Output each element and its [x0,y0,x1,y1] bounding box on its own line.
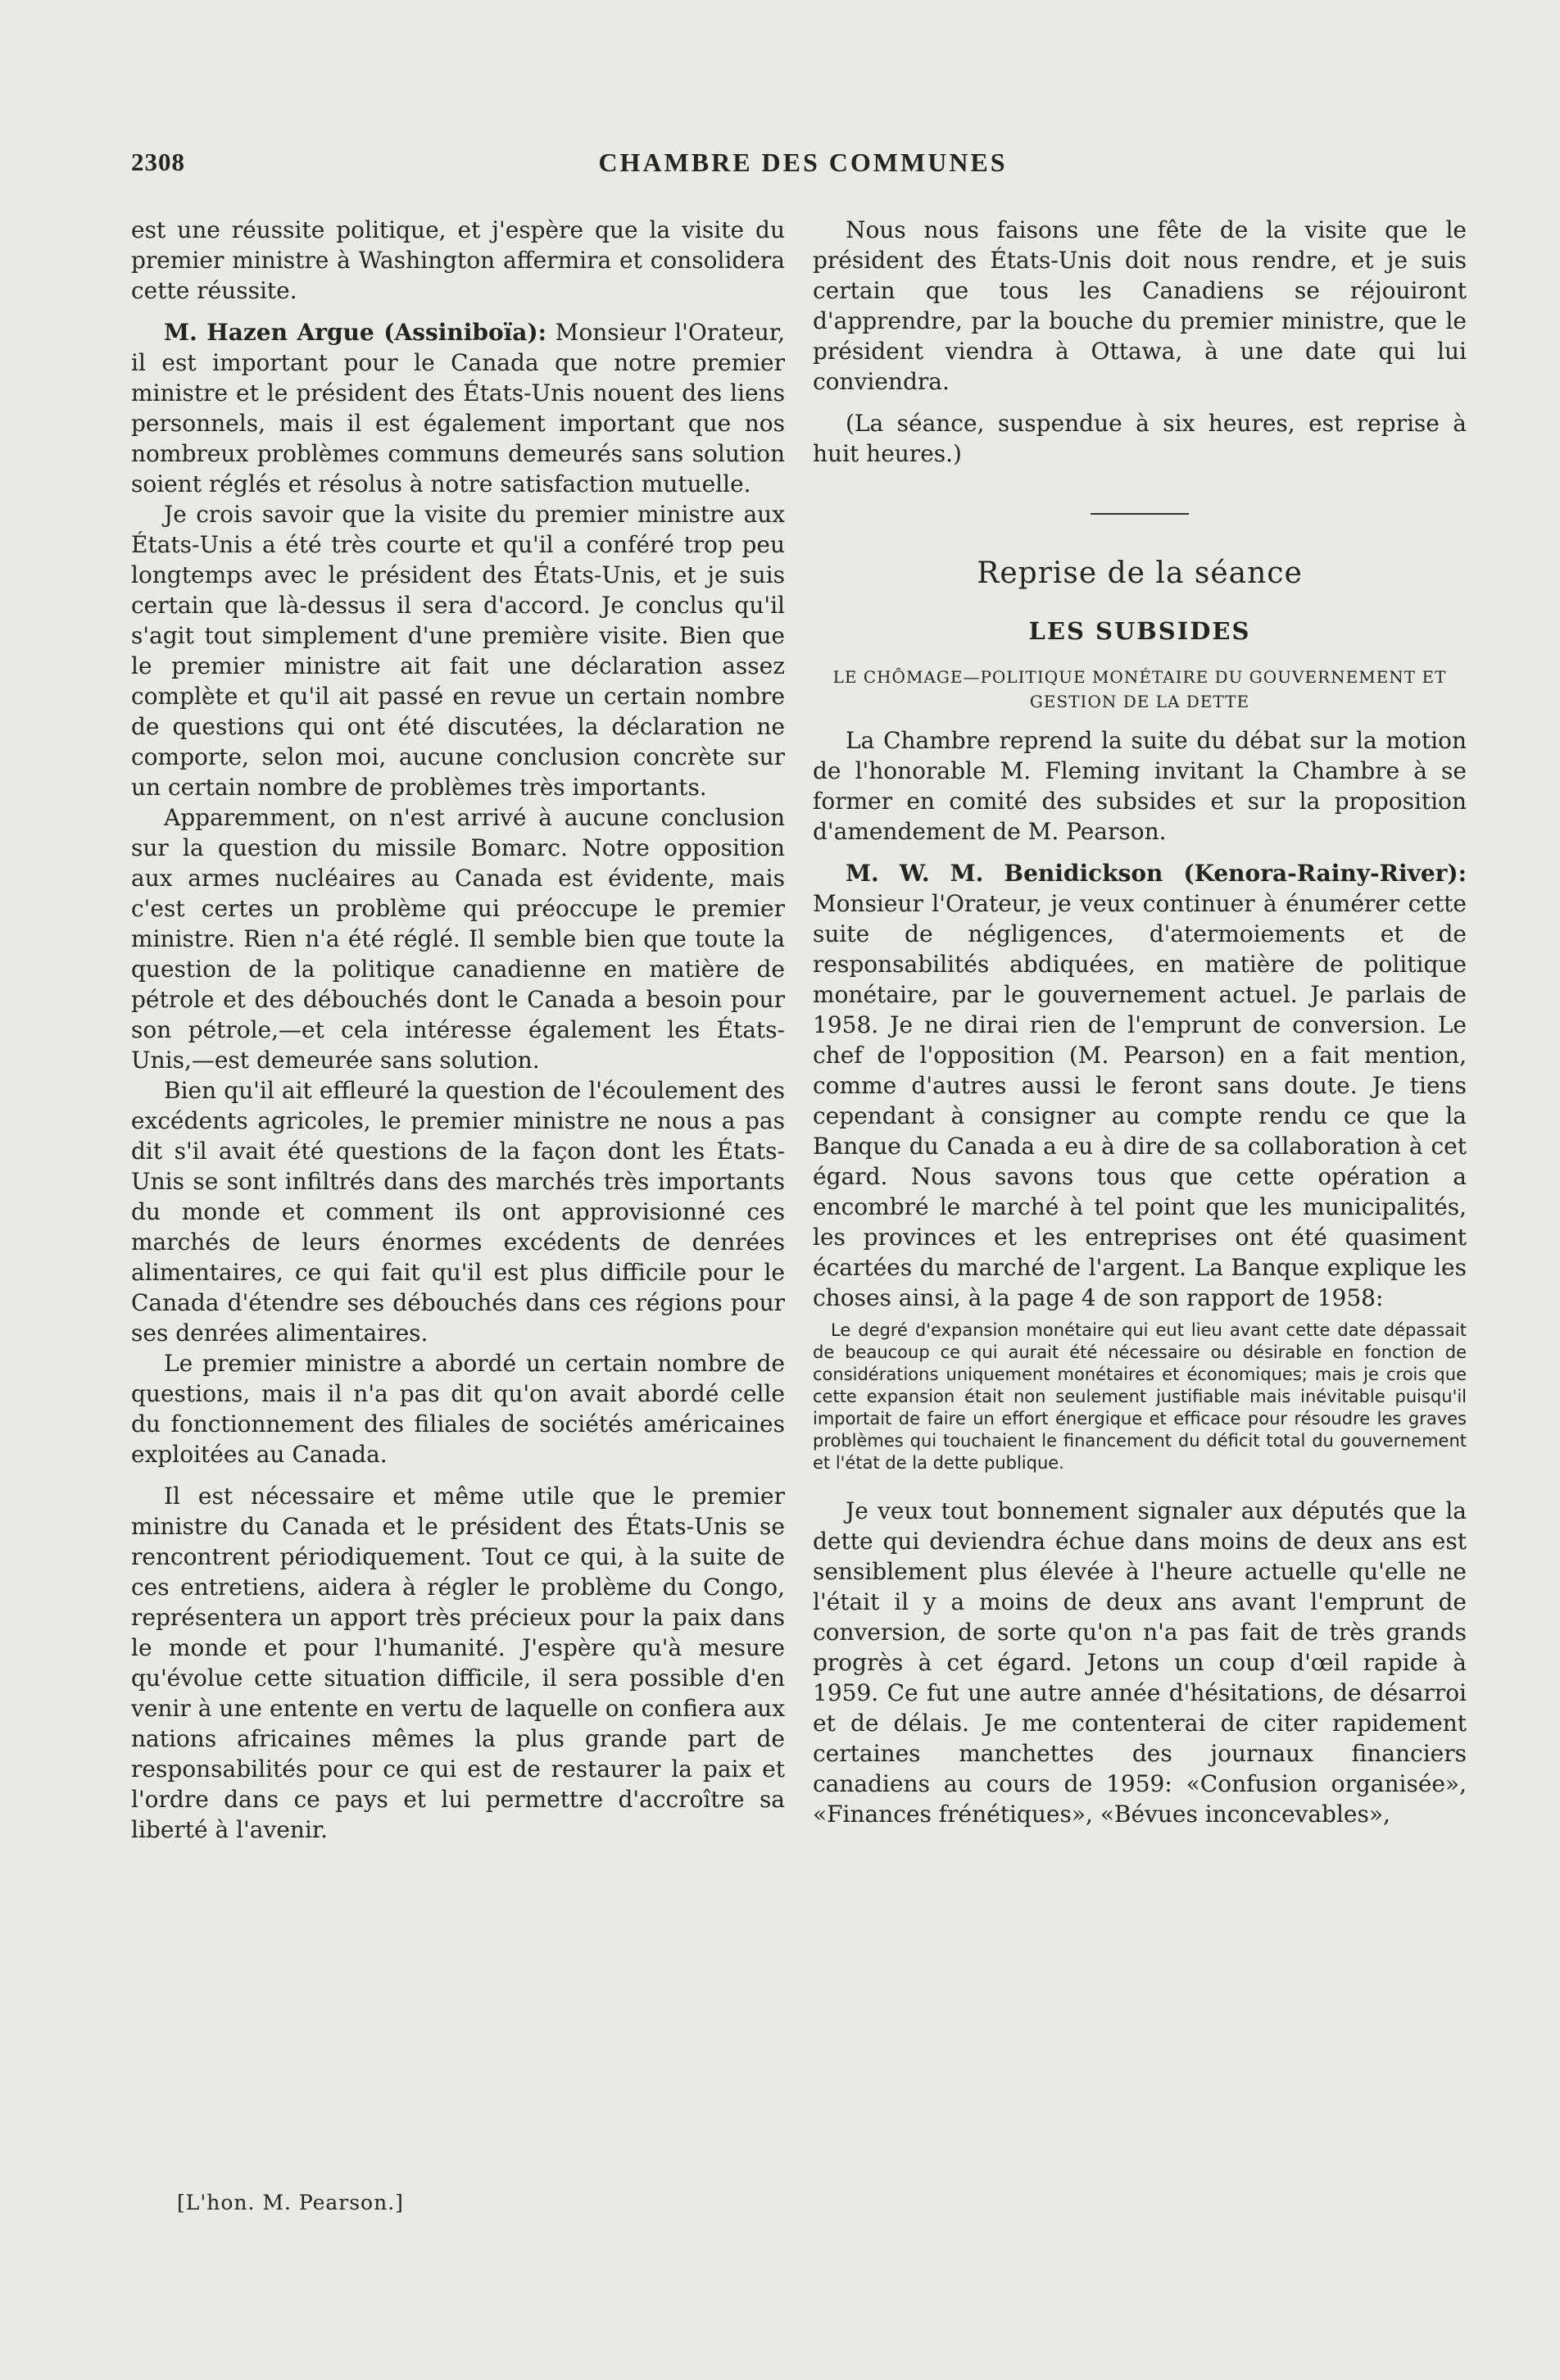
page-header [131,148,1475,188]
procedural-note: (La séance, suspendue à six heures, est reprise à huit heures.) [813,410,1467,467]
paragraph: Il est nécessaire et même utile que le premier ministre du Canada et le président des États-Unis se rencontrent périodiquement. Tout ce qui, à la suite de ces entretiens, aidera à régler le problème du Congo, représentera un apport très précieux pour la paix dans le monde et pour l'humanité. J'espère qu'à mesure qu'évolue cette situation difficile, il sera possible d'en venir à une entente en vertu de laquelle on confiera aux nations africaines mêmes la plus grande part de responsabilités pour ce qui est de restaurer la paix et l'ordre dans ce pays et lui permettre d'accroître sa liberté à l'avenir. [131,1483,785,1843]
left-column [131,215,785,1845]
section-divider [1091,513,1189,515]
subsection-title: LES SUBSIDES [1028,617,1251,645]
page-number: 2308 [131,148,185,176]
speech-paragraph [813,858,1467,1313]
paragraph: Le premier ministre a abordé un certain nombre de questions, mais il n'a pas dit qu'on avait abordé celle du fonctionnement des filiales de sociétés américaines exploitées au Canada. [131,1350,785,1468]
footer-note: [L'hon. M. Pearson.] [177,2191,404,2214]
paragraph: Bien qu'il ait effleuré la question de l'écoulement des excédents agricoles, le premier ministre ne nous a pas dit s'il avait été questions de la façon dont les États-Unis se sont infiltrés dans des marchés très importants du monde et comment ils ont approvisionné ces marchés de leurs énormes excédents de denrées alimentaires, ce qui fait qu'il est plus difficile pour le Canada d'étendre ses débouchés dans ces régions pour ses denrées alimentaires. [131,1077,785,1347]
paragraph: Je crois savoir que la visite du premier ministre aux États-Unis a été très courte et qu'il a conféré trop peu longtemps avec le président des États-Unis, et je suis certain que là-dessus il sera d'accord. Je conclus qu'il s'agit tout simplement d'une première visite. Bien que le premier ministre ait fait une déclaration assez complète et qu'il ait passé en revue un certain nombre de questions qui ont été discutées, la déclaration ne comporte, selon moi, aucune conclusion concrète sur un certain nombre de problèmes très importants. [131,501,785,801]
speech-text: Monsieur l'Orateur, il est important pour le Canada que notre premier ministre et le président des États-Unis nouent des liens personnels, mais il est également important que nos nombreux problèmes communs demeurés sans solution soient réglés et résolus à notre satisfaction mutuelle. [131,319,785,497]
running-head: CHAMBRE DES COMMUNES [598,148,1008,177]
paragraph: Je veux tout bonnement signaler aux députés que la dette qui deviendra échue dans moins de deux ans est sensiblement plus élevée à l'heure actuelle qu'elle ne l'était il y a moins de deux ans avant l'emprunt de conversion, de sorte qu'on n'a pas fait de très grands progrès à cet égard. Jetons un coup d'œil rapide à 1959. Ce fut une autre année d'hésitations, de désarroi et de délais. Je me contenterai de citer rapidement certaines manchettes des journaux financiers canadiens au cours de 1959: «Confusion organisée», «Finances frénétiques», «Bévues inconcevables», [813,1497,1467,1828]
speaker-name: M. Hazen Argue (Assiniboïa): [164,319,546,346]
section-title: Reprise de la séance [977,556,1303,590]
topic-heading: LE CHÔMAGE—POLITIQUE MONÉTAIRE DU GOUVERNEMENT ET GESTION DE LA DETTE [832,667,1447,711]
paragraph: La Chambre reprend la suite du débat sur la motion de l'honorable M. Fleming invitant la Chambre à se former en comité des subsides et sur la proposition d'amendement de M. Pearson. [813,727,1467,845]
right-column [813,215,1467,1829]
speech-paragraph [131,317,785,499]
paragraph: est une réussite politique, et j'espère que la visite du premier ministre à Washington affermira et consolidera cette réussite. [131,216,785,304]
paragraph: Apparemment, on n'est arrivé à aucune conclusion sur la question du missile Bomarc. Notre opposition aux armes nucléaires au Canada est évidente, mais c'est certes un problème qui préoccupe le premier ministre. Rien n'a été réglé. Il semble bien que toute la question de la politique canadienne en matière de pétrole et des débouchés dont le Canada a besoin pour son pétrole,—et cela intéresse également les États-Unis,—est demeurée sans solution. [131,804,785,1074]
speech-text: Monsieur l'Orateur, je veux continuer à énumérer cette suite de négligences, d'atermoiements et de responsabilités abdiquées, en matière de politique monétaire, par le gouvernement actuel. Je parlais de 1958. Je ne dirai rien de l'emprunt de conversion. Le chef de l'opposition (M. Pearson) en a fait mention, comme d'autres aussi le feront sans doute. Je tiens cependant à consigner au compte rendu ce que la Banque du Canada a eu à dire de sa collaboration à cet égard. Nous savons tous que cette opération a encombré le marché à tel point que les municipalités, les provinces et les entreprises ont été quasiment écartées du marché de l'argent. La Banque explique les choses ainsi, à la page 4 de son rapport de 1958: [813,890,1467,1311]
block-quote: Le degré d'expansion monétaire qui eut lieu avant cette date dépassait de beaucoup ce qui aurait été nécessaire ou désirable en fonction de considérations uniquement monétaires et économiques; mais je crois que cette expansion était non seulement justifiable mais inévitable puisqu'il importait de faire un effort énergique et efficace pour résoudre les graves problèmes qui touchaient le financement du déficit total du gouvernement et l'état de la dette publique. [813,1320,1467,1473]
speaker-name: M. W. M. Benidickson (Kenora-Rainy-River): [846,860,1467,887]
paragraph: Nous nous faisons une fête de la visite que le président des États-Unis doit nous rendre, et je suis certain que tous les Canadiens se réjouiront d'apprendre, par la bouche du premier ministre, que le président viendra à Ottawa, à une date qui lui conviendra. [813,216,1467,395]
